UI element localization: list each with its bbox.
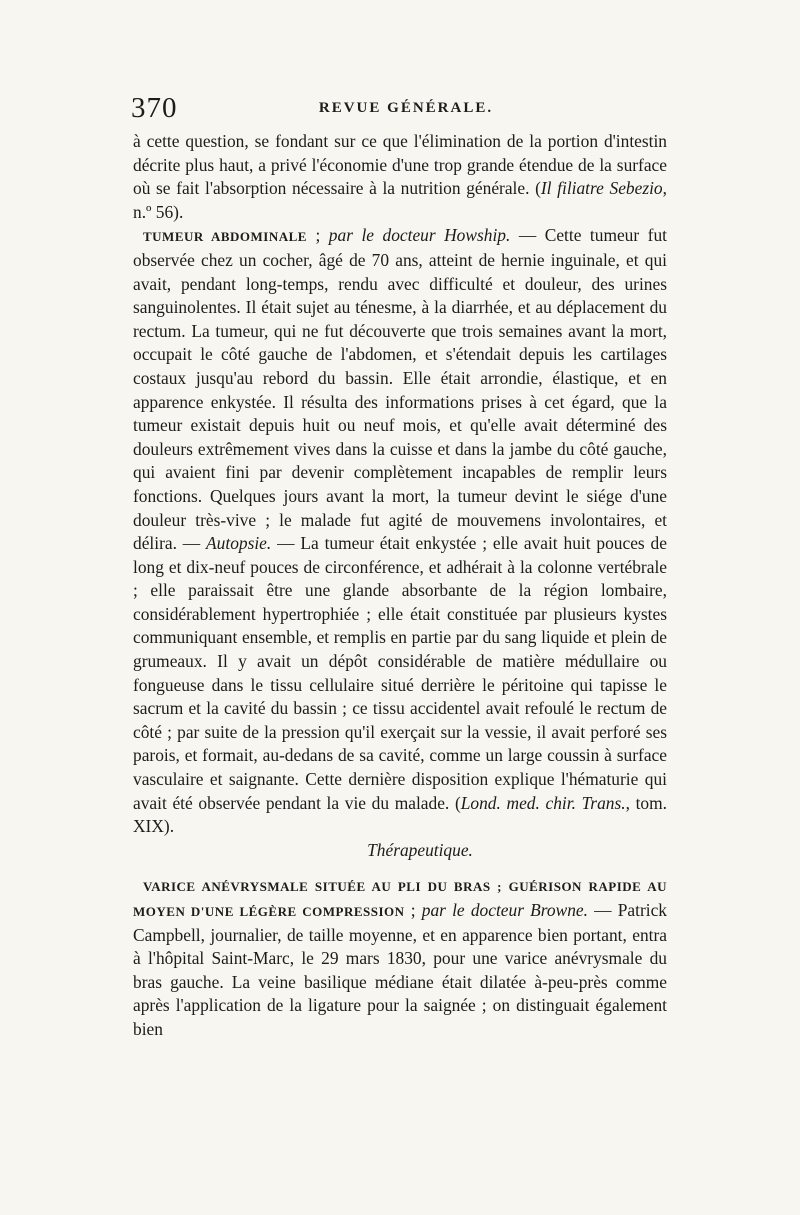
article-abdominal-tumor xyxy=(133,224,667,838)
paragraph-1-source: Il filiatre Sebezio xyxy=(540,178,663,199)
paragraph-1-end: , n.º 56). xyxy=(133,178,667,222)
article-byline: par le docteur Howship. xyxy=(328,225,511,246)
article-byline: par le docteur Browne. xyxy=(421,900,588,920)
article-source-end: , tom. XIX). xyxy=(133,792,667,837)
article-text: — La tumeur était enkystée ; elle avait huit pouces de long et dix-neuf pouces de circonférence, et adhérait à la colonne vertébrale ; elle paraissait être une glande absorbante de la région lombaire, considérablement hypertrophiée ; elle était constituée par plusieurs kystes communiquant ensemble, et remplis en partie par du sang liquide et plein de grumeaux. Il y avait un dépôt considérable de matière médullaire ou fongueuse dans le tissu cellulaire situé derrière le péritoine qui tapisse le sacrum et la cavité du bassin ; ce tissu accidentel avait refoulé le rectum de côté ; par suite de la pression qu'il exerçait sur la vessie, il avait perforé ses parois, et formait, au-dedans de sa cavité, comme un large coussin à surface vasculaire et saignante. Cette dernière disposition explique l'hématurie qui avait été observée pendant la vie du malade. ( xyxy=(133,533,667,813)
article-source: Lond. med. chir. Trans. xyxy=(460,792,626,813)
paragraph-1-text: à cette question, se fondant sur ce que l'élimination de la portion d'intestin décrite plus haut, a privé l'économie d'une trop grande étendue de la surface où se fait l'absorption nécessaire à la nutrition générale. ( xyxy=(133,131,667,199)
article-heading: VARICE ANÉVRYSMALE SITUÉE AU PLI DU BRAS ; GUÉRISON RAPIDE AU MOYEN D'UNE LÉGÈRE COMPRESSION xyxy=(133,879,667,919)
article-text: — Cette tumeur fut observée chez un cocher, âgé de 70 ans, atteint de hernie inguinale, et qui avait, pendant long-temps, rendu avec difficulté et douleur, des urines sanguinolentes. Il était sujet au ténesme, à la diarrhée, et au déplacement du rectum. La tumeur, qui ne fut découverte que trois semaines avant la mort, occupait le côté gauche de l'abdomen, et s'étendait depuis les cartilages costaux jusqu'au rebord du bassin. Elle était arrondie, élastique, et en apparence enkystée. Il résulta des informations prises à cet égard, que la tumeur existait depuis huit ou neuf mois, et qu'elle avait déterminé des douleurs extrêmement vives dans la cuisse et dans la jambe du côté gauche, qui avaient fini par devenir complètement incapables de remplir leurs fonctions. Quelques jours avant la mort, la tumeur devint le siége d'une douleur très-vive ; le malade fut agité de mouvemens involontaires, et délira. — xyxy=(133,225,667,554)
page-number: 370 xyxy=(131,92,178,124)
heading-separator: ; xyxy=(306,225,329,246)
article-text: — Patrick Campbell, journalier, de taille moyenne, et en apparence bien portant, entra à l'hôpital Saint-Marc, le 29 mars 1830, pour une varice anévrysmale du bras gauche. La veine basilique médiane était dilatée à-peu-près comme après l'application de la ligature pour la saignée ; on distinguait également bien xyxy=(133,900,667,1039)
article-aneurysmal-varix xyxy=(133,874,667,1041)
autopsie-label: Autopsie. xyxy=(206,533,272,554)
body-text xyxy=(133,128,667,1042)
article-heading: TUMEUR ABDOMINALE xyxy=(143,229,307,245)
heading-separator: ; xyxy=(404,900,422,920)
page-header xyxy=(131,92,671,126)
running-head: REVUE GÉNÉRALE. xyxy=(318,100,494,116)
paragraph-continued xyxy=(133,130,667,224)
section-title: Thérapeutique. xyxy=(367,839,473,860)
